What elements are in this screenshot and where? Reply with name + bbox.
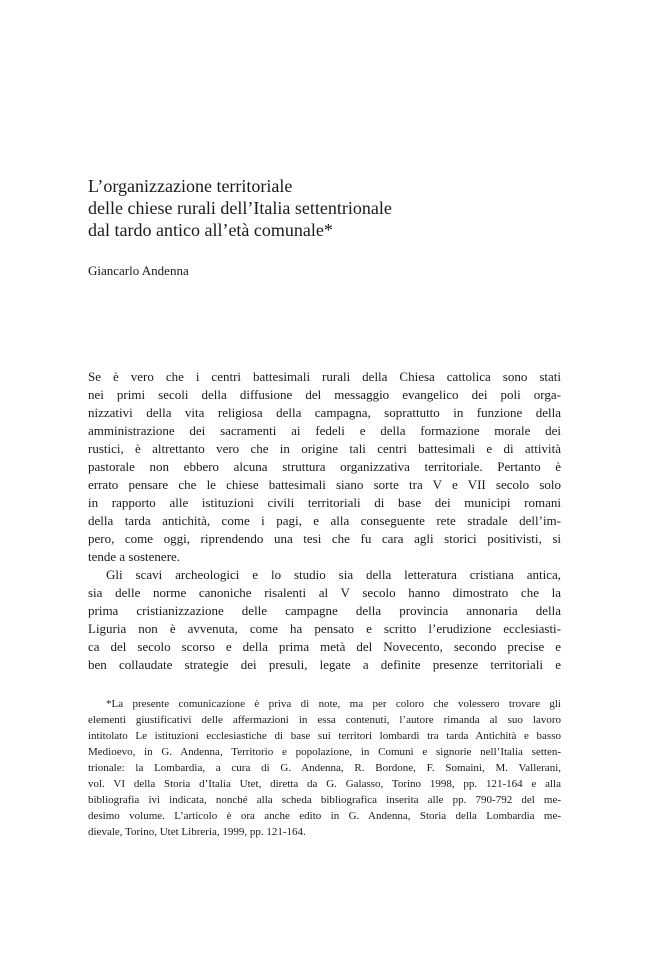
text-line: errato pensare che le chiese battesimali siano sorte tra V e VII secolo solo: [88, 477, 561, 492]
text-line: Gli scavi archeologici e lo studio sia della letteratura cristiana antica,: [106, 567, 561, 582]
footnote-line: *La presente comunicazione è priva di note, ma per coloro che volessero trovare gli: [106, 698, 561, 710]
text-line: ca del secolo scorso e della prima metà del Novecento, secondo precise e: [88, 639, 561, 654]
text-line: amministrazione dei sacramenti ai fedeli e della formazione morale dei: [88, 423, 561, 438]
body-paragraph: [88, 566, 561, 674]
article-title: [88, 175, 568, 241]
text-line: Liguria non è avvenuta, come ha pensato e scritto l’erudizione ecclesiasti-: [88, 621, 561, 636]
text-line: tende a sostenere.: [88, 549, 181, 564]
footnote-line: bibliografia ivi indicata, nonché alla scheda bibliografica inserita alle pp. 790-792 del me-: [88, 794, 561, 806]
title-line: L’organizzazione territoriale: [88, 176, 293, 196]
text-line: pero, come oggi, riprendendo una tesi che fu cara agli storici positivisti, si: [88, 531, 561, 546]
text-line: della tarda antichità, come i pagi, e alla conseguente rete stradale dell’im-: [88, 513, 561, 528]
text-line: pastorale non ebbero alcuna struttura organizzativa territoriale. Pertanto è: [88, 459, 561, 474]
text-line: ben collaudate strategie dei presuli, legate a definite presenze territoriali e: [88, 657, 561, 672]
text-line: nei primi secoli della diffusione del messaggio evangelico dei poli orga-: [88, 387, 561, 402]
body-paragraph: [88, 368, 561, 566]
footnote-line: vol. VI della Storia d’Italia Utet, diretta da G. Galasso, Torino 1998, pp. 121-164 e alla: [88, 778, 561, 790]
title-line: dal tardo antico all’età comunale*: [88, 220, 333, 240]
text-line: sia delle norme canoniche risalenti al V secolo hanno dimostrato che la: [88, 585, 561, 600]
text-line: Se è vero che i centri battesimali rurali della Chiesa cattolica sono stati: [88, 369, 561, 384]
footnote: [88, 696, 561, 840]
text-line: in rapporto alle istituzioni civili territoriali di base dei municipi romani: [88, 495, 561, 510]
article-author: Giancarlo Andenna: [88, 263, 189, 278]
footnote-line: trionale: la Lombardia, a cura di G. Andenna, R. Bordone, F. Somaini, M. Vallerani,: [88, 762, 561, 774]
footnote-line: desimo volume. L’articolo è ora anche edito in G. Andenna, Storia della Lombardia me-: [88, 810, 561, 822]
title-line: delle chiese rurali dell’Italia settentrionale: [88, 198, 392, 218]
footnote-line: Medioevo, in G. Andenna, Territorio e popolazione, in Comuni e signorie nell’Italia setten-: [88, 746, 561, 758]
text-line: rustici, è altrettanto vero che in origine tali centri battesimali e di attività: [88, 441, 561, 456]
footnote-line: elementi giustificativi delle affermazioni in essa contenuti, l’autore rimanda al suo lavoro: [88, 714, 561, 726]
footnote-line: intitolato Le istituzioni ecclesiastiche di base sui territori lombardi tra tarda Antichità e basso: [88, 730, 561, 742]
article-body: [88, 368, 561, 674]
footnote-line: dievale, Torino, Utet Libreria, 1999, pp. 121-164.: [88, 826, 306, 838]
text-line: prima cristianizzazione delle campagne della provincia annonaria della: [88, 603, 561, 618]
text-line: nizzativi della vita religiosa della campagna, soprattutto in funzione della: [88, 405, 561, 420]
